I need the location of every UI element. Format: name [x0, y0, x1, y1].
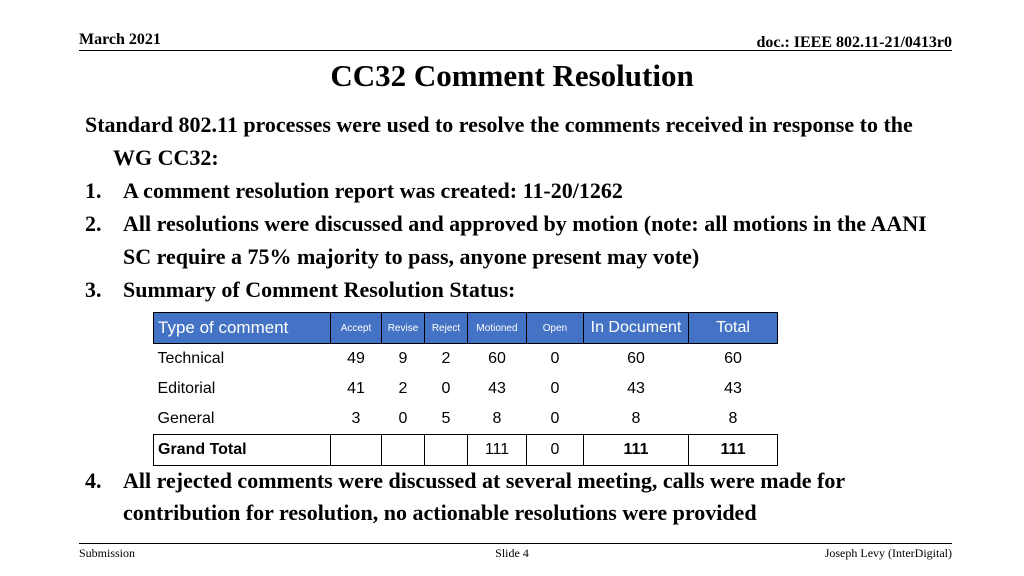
list-item-2 — [85, 207, 955, 273]
header-date: March 2021 — [79, 31, 161, 48]
list-item-4 — [85, 465, 955, 529]
table-cell: 111 — [468, 435, 527, 466]
list-text: All resolutions were discussed and approved by motion (note: all motions in the AANI SC require a 75% majority to pass, anyone present may vote) — [123, 211, 927, 269]
table-cell: 0 — [527, 435, 584, 466]
list-number: 3. — [85, 277, 102, 302]
list-item-3 — [85, 273, 955, 306]
table-cell: 49 — [347, 350, 365, 367]
table-cell: 43 — [627, 380, 645, 397]
table-cell: 8 — [492, 410, 502, 427]
header-divider — [79, 50, 952, 51]
table-cell: 0 — [441, 380, 451, 397]
table-cell: 2 — [441, 350, 451, 367]
table-cell: Editorial — [157, 380, 216, 397]
footer-submission: Submission — [79, 546, 136, 560]
column-header: Revise — [382, 313, 425, 344]
table-cell: 0 — [550, 380, 560, 397]
column-header: Reject — [425, 313, 468, 344]
table-cell: 43 — [724, 380, 742, 397]
table-cell: 41 — [347, 380, 365, 397]
table-cell: 60 — [724, 350, 742, 367]
table-cell — [331, 435, 382, 466]
column-header: In Document — [584, 313, 689, 344]
table-cell: Grand Total — [154, 435, 331, 466]
table-cell — [425, 435, 468, 466]
list-number: 4. — [85, 468, 102, 493]
table-cell: Technical — [157, 350, 225, 367]
list-text: A comment resolution report was created: 11-20/1262 — [123, 178, 623, 203]
intro-paragraph: Standard 802.11 processes were used to resolve the comments received in response to the WG CC32: — [85, 112, 913, 170]
column-header: Total — [689, 313, 778, 344]
header-doc-id: doc.: IEEE 802.11-21/0413r0 — [756, 34, 952, 51]
column-header: Accept — [331, 313, 382, 344]
table-cell: 8 — [728, 410, 738, 427]
list-number: 1. — [85, 178, 102, 203]
table-cell: 111 — [584, 435, 689, 466]
table-cell: 8 — [631, 410, 641, 427]
table-cell: 5 — [441, 410, 451, 427]
list-text: All rejected comments were discussed at several meeting, calls were made for contribution for resolution, no actionable resolutions were provided — [123, 468, 845, 525]
column-header: Type of comment — [154, 313, 331, 344]
table-cell: 43 — [488, 380, 506, 397]
resolution-summary-table — [153, 312, 778, 466]
list-item-1 — [85, 174, 955, 207]
table-cell: 9 — [398, 350, 408, 367]
slide-title: CC32 Comment Resolution — [330, 58, 694, 93]
table-cell: 60 — [627, 350, 645, 367]
column-header: Open — [527, 313, 584, 344]
slide-body — [85, 108, 955, 306]
table-cell: 0 — [550, 410, 560, 427]
table-cell: 0 — [398, 410, 408, 427]
table-cell: 0 — [550, 350, 560, 367]
list-text: Summary of Comment Resolution Status: — [123, 277, 516, 302]
table-cell: 2 — [398, 380, 408, 397]
table-row — [154, 404, 778, 435]
footer-author: Joseph Levy (InterDigital) — [824, 546, 952, 560]
table-cell: General — [157, 410, 215, 427]
table-cell — [382, 435, 425, 466]
list-item-4-content — [85, 465, 955, 529]
table-row — [154, 344, 778, 375]
column-header: Motioned — [468, 313, 527, 344]
table-cell: 60 — [488, 350, 506, 367]
footer-divider — [79, 543, 952, 544]
table-row — [154, 374, 778, 404]
grand-total-row — [154, 435, 778, 466]
list-number: 2. — [85, 211, 102, 236]
footer-slide-number: Slide 4 — [495, 546, 529, 560]
table-cell: 111 — [689, 435, 778, 466]
table-cell: 3 — [351, 410, 361, 427]
table-header-row — [154, 313, 778, 344]
